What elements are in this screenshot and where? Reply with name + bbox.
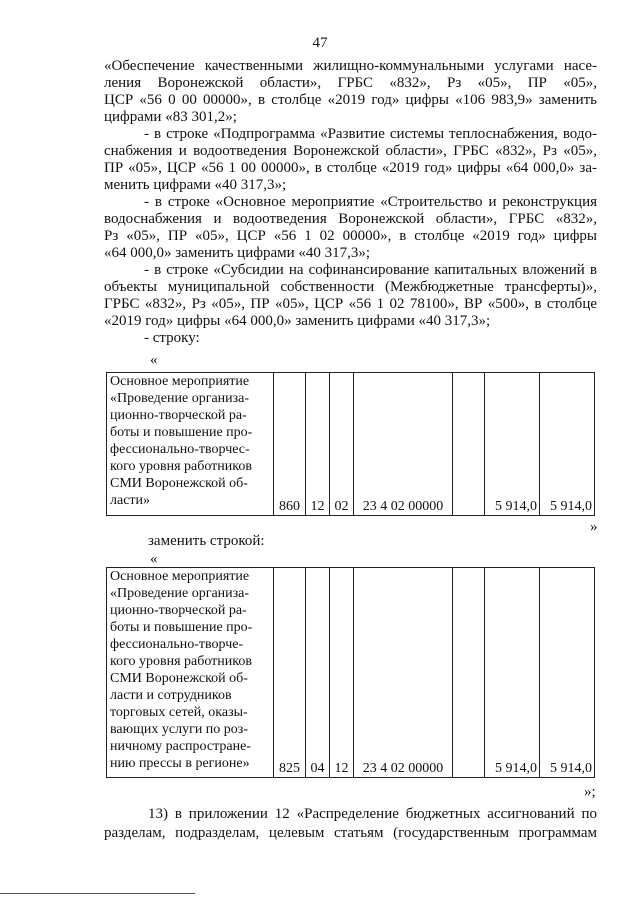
pr-cell: 02 — [330, 373, 354, 516]
close-quote-1: » — [590, 519, 598, 535]
intro-paragraphs — [104, 58, 597, 347]
row-name-line: боты и повышение про- — [110, 425, 253, 440]
row-name-line: СМИ Воронежской об- — [110, 671, 248, 686]
csr-cell: 23 4 02 00000 — [354, 373, 453, 516]
text-line: ГРБС «832», Рз «05», ПР «05», ЦСР «56 1 02 78100», ВР «500», в столбце — [104, 296, 597, 312]
table-row — [107, 373, 595, 516]
row-name-line: Основное мероприятие — [110, 569, 250, 584]
rz-cell: 12 — [306, 373, 330, 516]
vr-cell — [453, 568, 485, 778]
text-line: ления Воронежской области», ГРБС «832», Рз «05», ПР «05», — [104, 75, 597, 91]
text-line: - в строке «Подпрограмма «Развитие системы теплоснабжения, водо- — [144, 126, 597, 142]
text-line: 13) в приложении 12 «Распределение бюджетных ассигнований по — [148, 806, 597, 822]
row-name-line: кого уровня работников — [110, 459, 252, 474]
row-name-line: фессионально-творчес- — [110, 442, 250, 457]
row-name-cell — [107, 373, 274, 516]
text-line: - строку: — [144, 330, 200, 346]
row-name-line: вающих услуги по роз- — [110, 722, 248, 737]
grbs-cell: 825 — [274, 568, 306, 778]
page-number: 47 — [312, 35, 328, 51]
text-line: - в строке «Субсидии на софинансирование капитальных вложений в — [144, 262, 597, 278]
row-name-line: «Проведение организа- — [110, 391, 250, 406]
text-line: «64 000,0» заменить цифрами «40 317,3»; — [104, 245, 371, 261]
row-name-line: торговых сетей, оказы- — [110, 705, 248, 720]
rz-cell: 04 — [306, 568, 330, 778]
row-name-line: ничному распростране- — [110, 739, 251, 754]
table-original-row — [106, 372, 595, 516]
row-name-line: Основное мероприятие — [110, 374, 250, 389]
text-line: снабжения и водоотведения Воронежской области», ГРБС «832», Рз «05», — [104, 143, 597, 159]
table-replacement-row — [106, 567, 595, 778]
text-line: цифрами «83 301,2»; — [104, 109, 237, 125]
footer-rule — [0, 893, 195, 894]
open-quote-2: « — [150, 551, 158, 567]
grbs-cell: 860 — [274, 373, 306, 516]
text-line: Рз «05», ПР «05», ЦСР «56 1 02 00000», в столбце «2019 год» цифры — [104, 228, 597, 244]
vr-cell — [453, 373, 485, 516]
row-name-cell — [107, 568, 274, 778]
text-line: разделам, подразделам, целевым статьям (государственным программам — [104, 825, 597, 841]
row-name-line: фессионально-творче- — [110, 637, 244, 652]
table-row — [107, 568, 595, 778]
value-cell: 5 914,0 — [540, 568, 595, 778]
text-line: объекты муниципальной собственности (Межбюджетные трансферты)», — [104, 279, 597, 295]
text-line: ПР «05», ЦСР «56 1 00 00000», в столбце «2019 год» цифры «64 000,0» за- — [104, 160, 597, 176]
row-name-line: ласти» — [110, 493, 151, 508]
replace-label: заменить строкой: — [148, 533, 265, 549]
row-name-line: кого уровня работников — [110, 654, 252, 669]
text-line: менить цифрами «40 317,3»; — [104, 177, 287, 193]
row-name-line: боты и повышение про- — [110, 620, 253, 635]
bottom-paragraph — [104, 805, 597, 843]
csr-cell: 23 4 02 00000 — [354, 568, 453, 778]
text-line: - в строке «Основное мероприятие «Строительство и реконструкция — [144, 194, 597, 210]
text-line: водоснабжения и водоотведения Воронежской области», ГРБС «832», — [104, 211, 597, 227]
open-quote-1: « — [150, 352, 158, 368]
row-name-line: «Проведение организа- — [110, 586, 250, 601]
text-line: «Обеспечение качественными жилищно-коммунальными услугами насе- — [104, 58, 597, 74]
row-name-line: ционно-творческой ра- — [110, 408, 247, 423]
row-name-line: СМИ Воронежской об- — [110, 476, 248, 491]
row-name-line: нию прессы в регионе» — [110, 756, 250, 771]
value-cell: 5 914,0 — [540, 373, 595, 516]
pr-cell: 12 — [330, 568, 354, 778]
value-cell: 5 914,0 — [485, 373, 540, 516]
row-name-line: ционно-творческой ра- — [110, 603, 247, 618]
close-quote-2: »; — [584, 784, 596, 800]
text-line: «2019 год» цифры «64 000,0» заменить цифрами «40 317,3»; — [104, 313, 491, 329]
text-line: ЦСР «56 0 00 00000», в столбце «2019 год» цифры «106 983,9» заменить — [104, 92, 597, 108]
row-name-line: ласти и сотрудников — [110, 688, 232, 703]
value-cell: 5 914,0 — [485, 568, 540, 778]
